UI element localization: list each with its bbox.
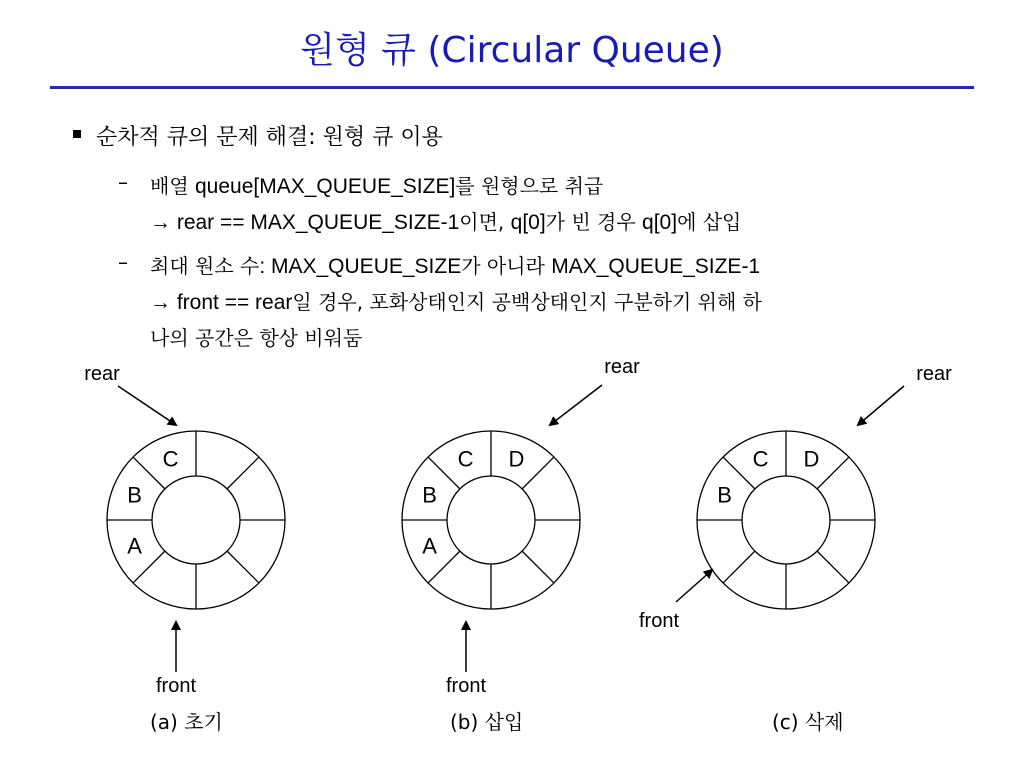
- cell-label-c7: C: [752, 446, 769, 472]
- front-label: front: [445, 675, 487, 697]
- front-label: front: [638, 610, 680, 632]
- cell-divider: [723, 551, 755, 583]
- cell-divider: [227, 457, 259, 489]
- cell-divider: [227, 551, 259, 583]
- text-segment: 최대 원소 수: [150, 254, 260, 278]
- text-segment: : MAX_QUEUE_SIZE: [259, 255, 462, 278]
- text-segment: 에 삽입: [677, 210, 742, 234]
- cell-label-c6: B: [127, 482, 142, 508]
- main-bullet-text: 순차적 큐의 문제 해결: 원형 큐 이용: [96, 125, 443, 150]
- rear-arrow: [858, 386, 904, 425]
- text-segment: q[0]: [642, 211, 678, 234]
- sub-bullet-dash-2: –: [118, 250, 128, 274]
- text-segment: q[0]: [510, 211, 546, 234]
- cell-label-c6: B: [717, 482, 732, 508]
- inner-ring: [742, 476, 830, 564]
- cell-divider: [817, 551, 849, 583]
- front-arrow: [676, 570, 712, 602]
- queue-diagram-2: [639, 363, 952, 632]
- page-title: 원형 큐 (Circular Queue): [300, 30, 724, 71]
- text-segment: → rear == MAX_QUEUE_SIZE-1: [150, 211, 460, 234]
- caption-b: (b) 삽입: [450, 710, 524, 734]
- cell-divider: [522, 457, 554, 489]
- cell-label-c5: A: [127, 533, 142, 559]
- rear-arrow: [118, 386, 176, 425]
- text-segment: queue[MAX_QUEUE_SIZE]: [195, 175, 456, 198]
- cell-label-c7: C: [457, 446, 474, 472]
- text-segment: 이면,: [459, 210, 511, 234]
- text-segment: 배열: [150, 174, 195, 198]
- sub-bullet-dash-1: –: [118, 170, 128, 194]
- sub-bullet-2-line-3: 나의 공간은 항상 비워둠: [150, 326, 363, 350]
- rear-label: rear: [604, 356, 640, 378]
- cell-label-c0: D: [803, 446, 820, 472]
- rear-label: rear: [916, 363, 952, 385]
- text-segment: 일 경우, 포화상태인지 공백상태인지 구분하기 위해 하: [292, 290, 762, 314]
- cell-label-c6: B: [422, 482, 437, 508]
- text-segment: MAX_QUEUE_SIZE-1: [551, 255, 761, 278]
- inner-ring: [447, 476, 535, 564]
- text-segment: 를 원형으로 취급: [455, 174, 604, 198]
- text-segment: → front == rear: [150, 291, 293, 314]
- queue-diagram-1: [402, 356, 640, 697]
- caption-c: (c) 삭제: [772, 710, 844, 734]
- cell-label-c0: D: [508, 446, 525, 472]
- text-segment: 가 아니라: [461, 254, 552, 278]
- cell-divider: [817, 457, 849, 489]
- cell-divider: [522, 551, 554, 583]
- cell-label-c5: A: [422, 533, 437, 559]
- text-segment: 가 빈 경우: [545, 210, 643, 234]
- cell-label-c7: C: [162, 446, 179, 472]
- caption-a: (a) 초기: [150, 710, 223, 734]
- rear-arrow: [550, 385, 602, 425]
- rear-label: rear: [84, 363, 120, 385]
- front-label: front: [155, 675, 197, 697]
- inner-ring: [152, 476, 240, 564]
- queue-diagram-0: [84, 363, 285, 697]
